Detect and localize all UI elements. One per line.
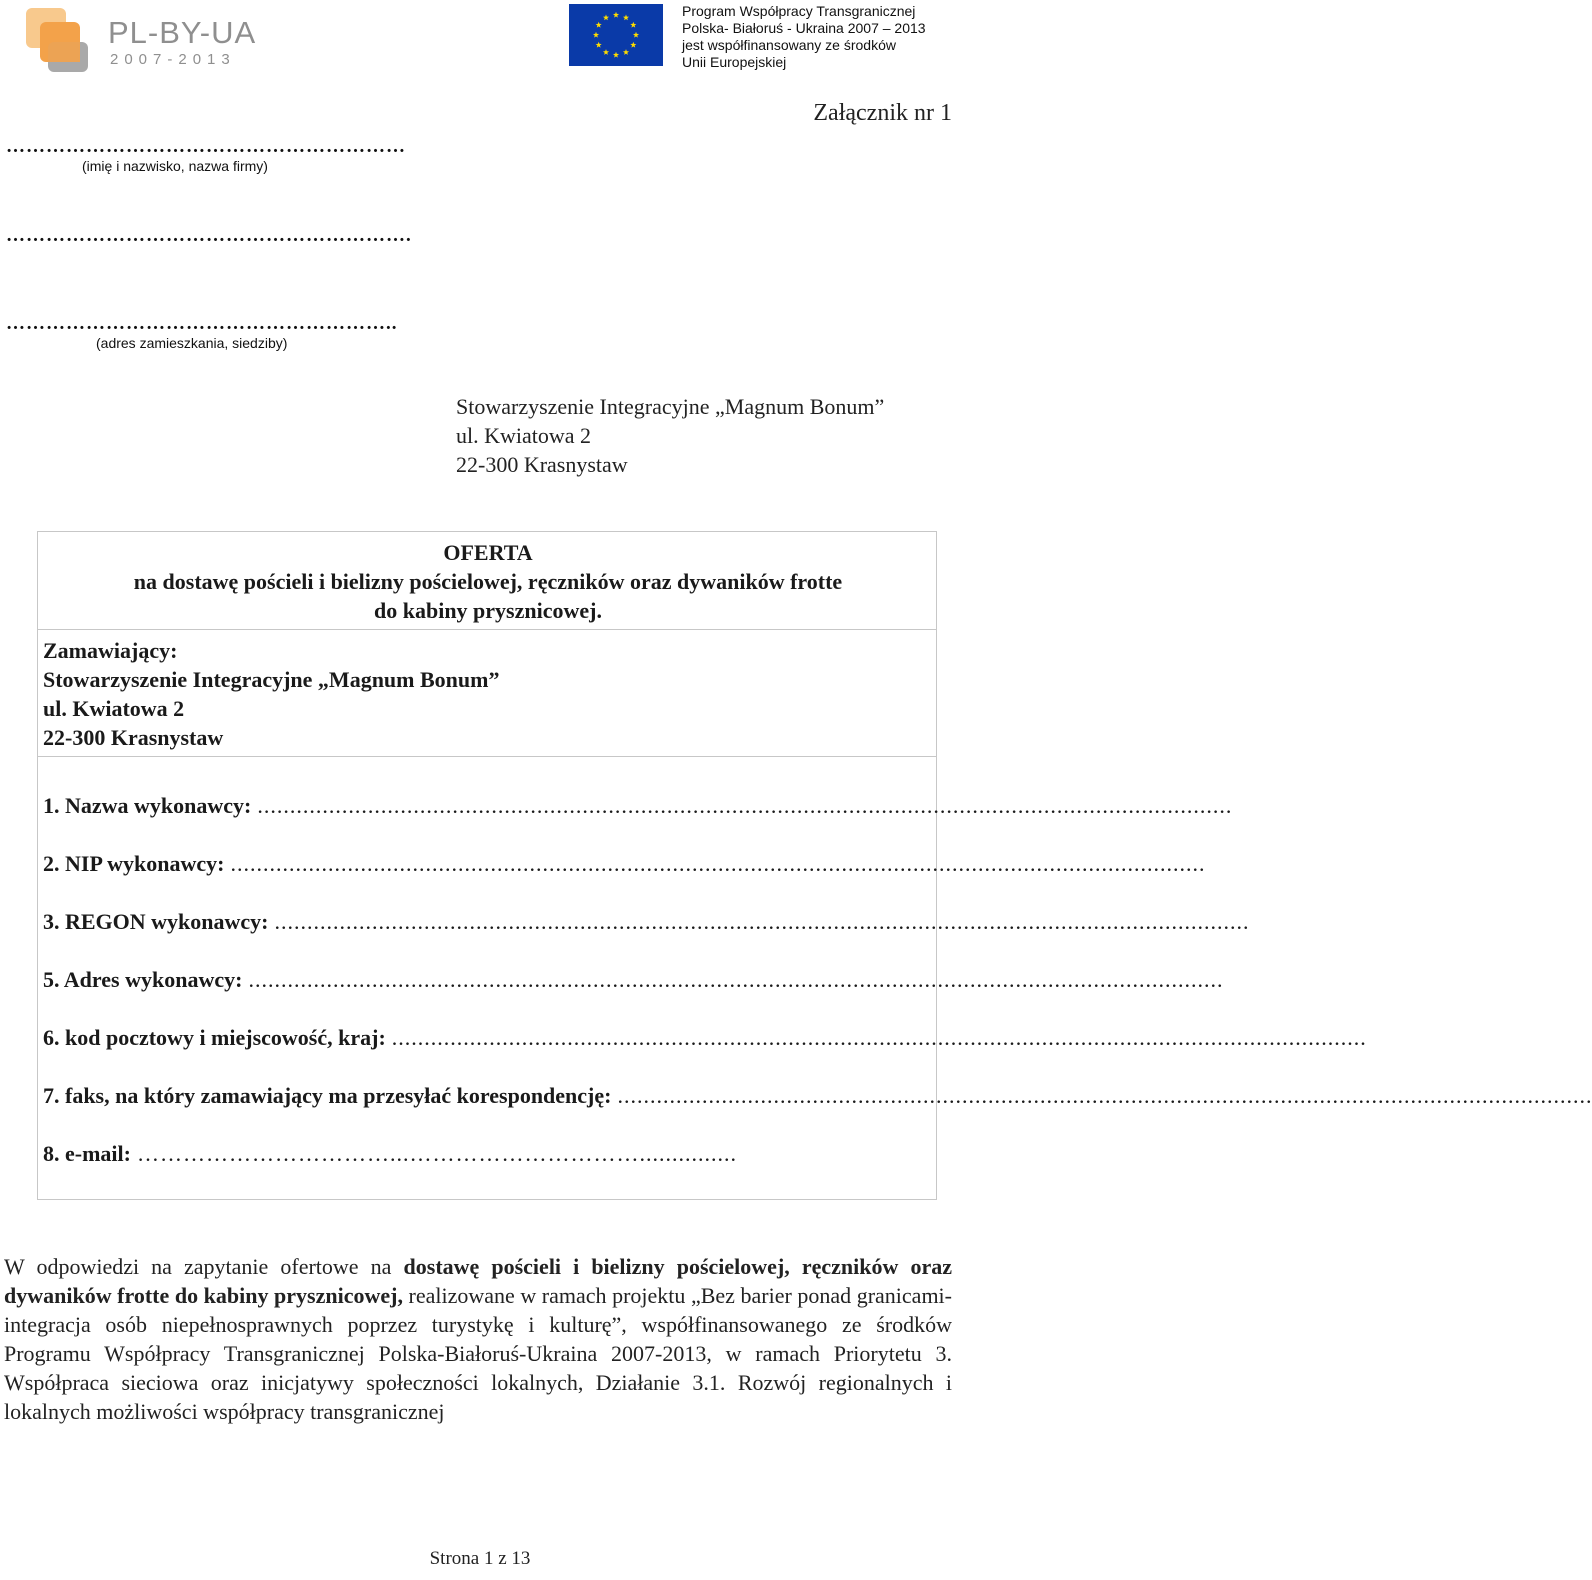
sender-name-dots: ……………………………………………………: [6, 136, 406, 157]
offer-subject-line: na dostawę pościeli i bielizny pościelowej, ręczników oraz dywaników frotte: [133, 569, 843, 594]
offer-divider: [38, 629, 936, 630]
field-value[interactable]: ......................................................................................................................................................: [617, 1083, 1592, 1108]
eu-star-icon: [613, 52, 619, 58]
field-email: [43, 1139, 931, 1169]
field-fax: [43, 1081, 1592, 1111]
recipient-city: 22-300 Krasnystaw: [456, 452, 628, 477]
sender-address-caption: (adres zamieszkania, siedziby): [96, 335, 288, 351]
field-value[interactable]: ......................................................................................................................................................: [248, 967, 1224, 992]
field-contractor-name: [43, 791, 1233, 821]
field-contractor-address: [43, 965, 1224, 995]
eu-star-icon: [603, 49, 609, 55]
eu-star-icon: [623, 14, 629, 20]
eu-star-icon: [596, 42, 602, 48]
program-note-line: Polska- Białoruś - Ukraina 2007 – 2013: [682, 20, 926, 36]
eu-flag-icon: [569, 4, 663, 66]
page-number: Strona 1 z 13: [429, 1548, 531, 1569]
program-note-line: Program Współpracy Transgranicznej: [682, 3, 916, 19]
field-value[interactable]: ……………………………...…………………………...............: [136, 1141, 737, 1166]
field-value[interactable]: ......................................................................................................................................................: [230, 851, 1206, 876]
field-postal-code-city: [43, 1023, 1367, 1053]
eu-star-icon: [596, 22, 602, 28]
intro-subject: dostawę pościeli i bielizny pościelowej, ręczników oraz dywaników frotte do kabiny prysznicowej,: [4, 1254, 952, 1308]
orderer-label: Zamawiający:: [43, 638, 178, 663]
orderer-block: [43, 636, 499, 752]
sender-line-dots: …………………………………………………….: [6, 225, 412, 246]
recipient-name: Stowarzyszenie Integracyjne „Magnum Bonum”: [456, 394, 885, 419]
orderer-name: Stowarzyszenie Integracyjne „Magnum Bonum”: [43, 667, 500, 692]
sender-name-caption: (imię i nazwisko, nazwa firmy): [82, 158, 268, 174]
offer-intro-paragraph: [4, 1252, 952, 1426]
orderer-street: ul. Kwiatowa 2: [43, 696, 185, 721]
field-value[interactable]: ......................................................................................................................................................: [274, 909, 1250, 934]
program-logo-icon: [26, 8, 92, 74]
field-label: 6. kod pocztowy i miejscowość, kraj:: [43, 1025, 386, 1050]
eu-star-icon: [633, 32, 639, 38]
eu-star-icon: [630, 22, 636, 28]
intro-text: W odpowiedzi na zapytanie ofertowe na: [4, 1254, 404, 1279]
logo-years: 2007-2013: [110, 51, 236, 68]
recipient-street: ul. Kwiatowa 2: [456, 423, 592, 448]
program-cofinancing-note: [682, 3, 926, 71]
logo-name: PL-BY-UA: [108, 15, 257, 50]
field-value[interactable]: ......................................................................................................................................................: [391, 1025, 1367, 1050]
field-label: 7. faks, na który zamawiający ma przesyłać korespondencję:: [43, 1083, 612, 1108]
offer-title: OFERTA: [443, 540, 533, 565]
orderer-city: 22-300 Krasnystaw: [43, 725, 224, 750]
field-contractor-regon: [43, 907, 1250, 937]
field-label: 2. NIP wykonawcy:: [43, 851, 225, 876]
offer-heading: [38, 538, 938, 625]
sender-address-dots: …………………………………………………..: [6, 313, 398, 334]
eu-star-icon: [613, 12, 619, 18]
eu-star-icon: [623, 49, 629, 55]
field-label: 5. Adres wykonawcy:: [43, 967, 243, 992]
field-label: 3. REGON wykonawcy:: [43, 909, 269, 934]
field-contractor-nip: [43, 849, 1206, 879]
intro-rest: realizowane w ramach projektu „Bez barier ponad granicami- integracja osób niepełnosprawnych poprzez turystykę i kulturę”, współfinansowanego ze środków Programu Współpracy Transgranicznej Polska-Białoruś-Ukraina 2007-2013, w ramach Priorytetu 3. Współpraca sieciowa oraz inicjatywy społeczności lokalnych, Działanie 3.1. Rozwój regionalnych i lokalnych możliwości współpracy transgranicznej: [4, 1283, 952, 1424]
offer-divider: [38, 756, 936, 757]
eu-star-icon: [603, 14, 609, 20]
program-note-line: jest współfinansowany ze środków: [682, 37, 896, 53]
offer-subject-line: do kabiny prysznicowej.: [374, 598, 602, 623]
eu-star-icon: [630, 42, 636, 48]
annex-label: Załącznik nr 1: [813, 100, 952, 126]
field-value[interactable]: ......................................................................................................................................................: [257, 793, 1233, 818]
recipient-address: [456, 392, 884, 479]
program-note-line: Unii Europejskiej: [682, 54, 787, 70]
field-label: 1. Nazwa wykonawcy:: [43, 793, 252, 818]
eu-star-icon: [593, 32, 599, 38]
field-label: 8. e-mail:: [43, 1141, 131, 1166]
